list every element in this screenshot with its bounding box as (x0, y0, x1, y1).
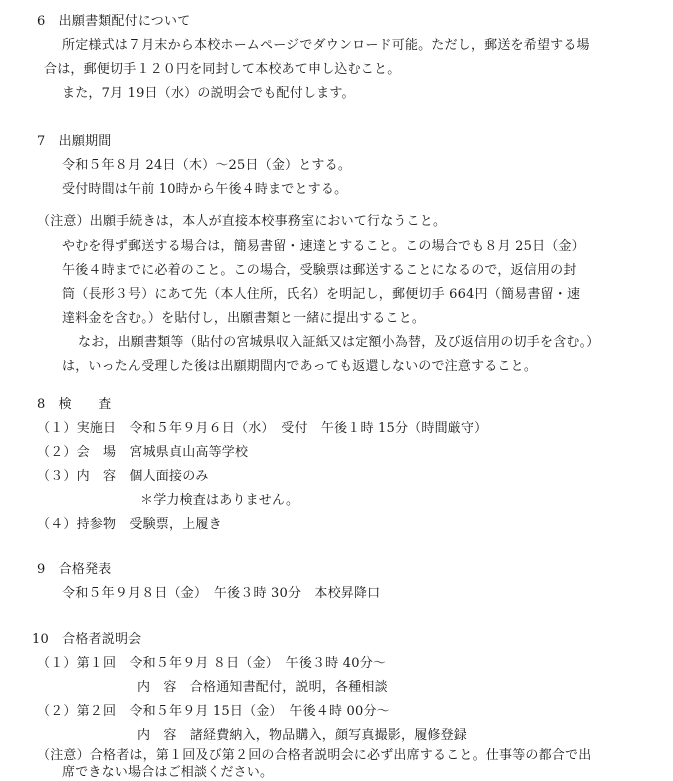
note-2-line-2: 席できない場合はご相談ください。 (62, 765, 274, 780)
section-6-line-3: また，7月 19日（水）の説明会でも配付します。 (62, 86, 355, 101)
section-9-heading: 9 合格発表 (37, 562, 112, 577)
section-10-item-1: （１）第１回 令和５年９月 ８日（金） 午後３時 40分～ (37, 656, 387, 671)
note-1-line-5: 達料金を含む。）を貼付し，出願書類と一緒に提出すること。 (62, 311, 426, 326)
section-6-heading: 6 出願書類配付について (37, 14, 191, 29)
section-6-line-1: 所定様式は７月末から本校ホームページでダウンロード可能。ただし，郵送を希望する場 (62, 38, 590, 53)
note-1-line-4: 筒（長形３号）にあて先（本人住所，氏名）を明記し，郵便切手 664円（簡易書留・速 (62, 287, 581, 302)
section-7-heading: 7 出願期間 (37, 134, 112, 149)
section-8-item-2: （２）会 場 宮城県貞山高等学校 (37, 445, 249, 460)
section-10-item-2: （２）第２回 令和５年９月 15日（金） 午後４時 00分～ (37, 704, 390, 719)
section-8-item-4: （４）持参物 受験票，上履き (37, 517, 222, 532)
note-1-line-1: （注意）出願手続きは，本人が直接本校事務室において行なうこと。 (37, 214, 447, 229)
section-7-line-1: 令和５年８月 24日（木）～25日（金）とする。 (62, 158, 352, 173)
note-1-line-6: なお，出願書類等（貼付の宮城県収入証紙又は定額小為替，及び返信用の切手を含む。） (78, 335, 600, 350)
note-1-line-2: やむを得ず郵送する場合は，簡易書留・速達とすること。この場合でも８月 25日（金） (62, 239, 585, 254)
section-8-item-3: （３）内 容 個人面接のみ (37, 469, 209, 484)
note-1-line-3: 午後４時までに必着のこと。この場合，受験票は郵送することになるので，返信用の封 (62, 263, 577, 278)
section-10-item-2-content: 内 容 諸経費納入，物品購入，顔写真撮影，履修登録 (137, 728, 468, 743)
section-8-item-1: （１）実施日 令和５年９月６日（水） 受付 午後１時 15分（時間厳守） (37, 421, 488, 436)
section-8-heading: 8 検 査 (37, 397, 112, 412)
note-2-line-1: （注意）合格者は，第１回及び第２回の合格者説明会に必ず出席すること。仕事等の都合で出 (37, 748, 592, 763)
note-1-line-7: は，いったん受理した後は出願期間内であっても返還しないので注意すること。 (62, 359, 538, 374)
section-10-item-1-content: 内 容 合格通知書配付，説明，各種相談 (137, 680, 388, 695)
section-7-line-2: 受付時間は午前 10時から午後４時までとする。 (62, 182, 348, 197)
section-6-line-2: 合は，郵便切手１２０円を同封して本校あて申し込むこと。 (44, 62, 401, 77)
section-9-line-1: 令和５年９月８日（金） 午後３時 30分 本校昇降口 (62, 586, 381, 601)
section-8-item-3-note: ＊学力検査はありません。 (140, 493, 300, 508)
section-10-heading: 10 合格者説明会 (32, 632, 142, 647)
